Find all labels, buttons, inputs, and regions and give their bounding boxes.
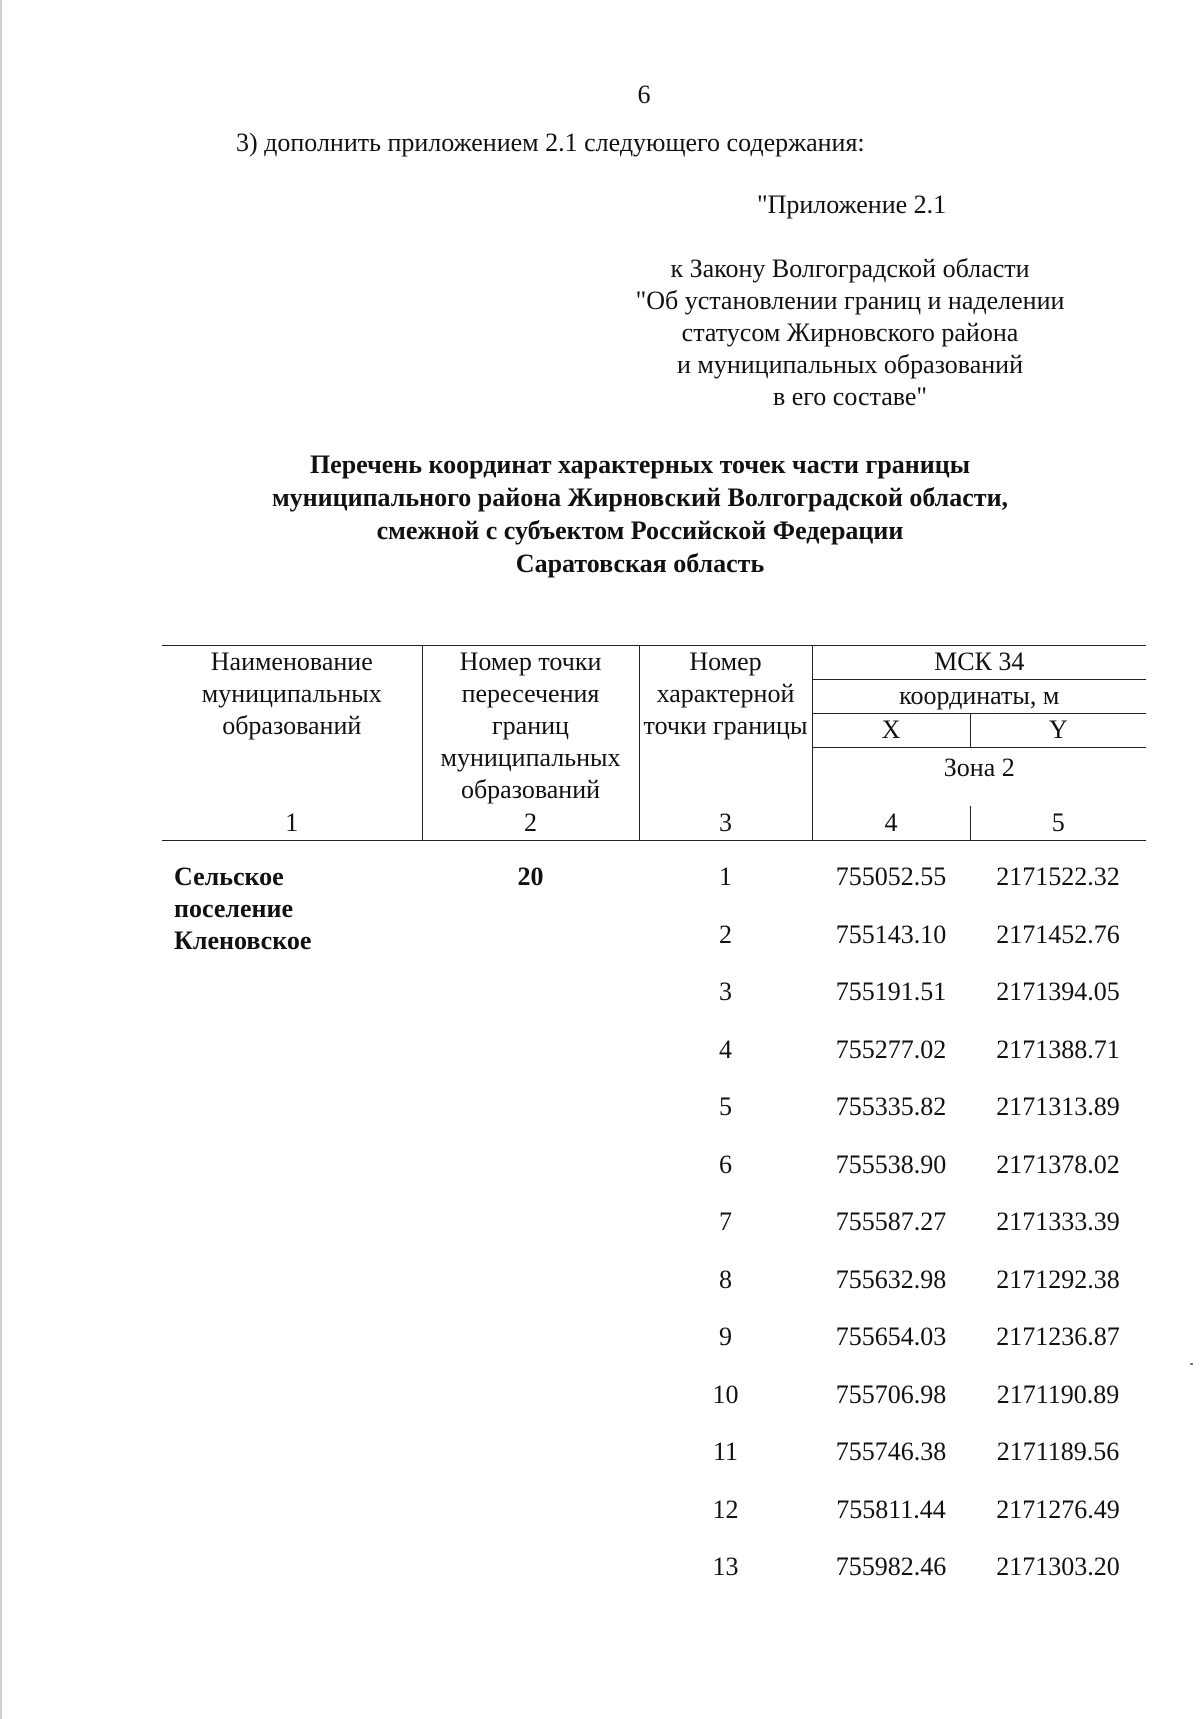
document-title: [200, 448, 1080, 580]
x-coordinate: 755143.10: [835, 919, 947, 949]
x-coordinate: 755654.03: [835, 1322, 947, 1351]
x-coordinate: 755982.46: [835, 1552, 947, 1581]
municipality-name-line: Сельское: [174, 862, 284, 891]
table-row: [162, 841, 1146, 919]
scan-speck: [1190, 1363, 1193, 1365]
header-msk: МСК 34: [812, 646, 1146, 680]
point-number: 5: [719, 1092, 732, 1121]
y-coordinate: 2171276.49: [996, 1494, 1120, 1524]
header-coordinates: координаты, м: [812, 680, 1146, 714]
point-number: 6: [719, 1149, 732, 1179]
point-number: 4: [719, 1034, 732, 1064]
law-reference-line: к Закону Волгоградской области: [670, 254, 1030, 283]
y-coordinate: 2171378.02: [996, 1149, 1120, 1179]
page-number: 6: [637, 80, 651, 109]
scan-edge: [0, 0, 2, 1719]
x-coordinate: 755587.27: [835, 1207, 947, 1236]
y-coordinate: 2171388.71: [996, 1034, 1120, 1064]
point-number: 12: [712, 1494, 739, 1524]
y-coordinate: 2171333.39: [996, 1207, 1120, 1236]
point-number: 3: [719, 977, 732, 1006]
point-number: 8: [719, 1264, 732, 1294]
law-reference-line: и муниципальных образований: [676, 350, 1024, 379]
point-number: 2: [719, 919, 732, 949]
point-number: 10: [712, 1379, 739, 1409]
law-reference: [600, 253, 1100, 413]
y-coordinate: 2171190.89: [996, 1379, 1120, 1409]
column-number: 1: [162, 806, 422, 841]
x-coordinate: 755277.02: [835, 1034, 947, 1064]
point-number: 11: [712, 1437, 739, 1466]
point-number: 9: [719, 1322, 732, 1351]
x-coordinate: 755632.98: [835, 1264, 947, 1294]
x-coordinate: 755335.82: [835, 1092, 947, 1121]
y-coordinate: 2171452.76: [996, 919, 1120, 949]
header-crossing-point: Номер точки пересечения границ муниципальных образований: [422, 646, 639, 807]
header-municipality: Наименование муниципальных образований: [162, 646, 422, 807]
column-number: 3: [639, 806, 812, 841]
table-body: [162, 841, 1146, 1609]
appendix-title: "Приложение 2.1: [757, 190, 947, 219]
header-point-number: Номер характерной точки границы: [639, 646, 812, 807]
y-coordinate: 2171522.32: [996, 862, 1120, 891]
y-coordinate: 2171303.20: [996, 1552, 1120, 1581]
column-number: 4: [812, 806, 970, 841]
law-reference-line: в его составе": [772, 382, 928, 411]
x-coordinate: 755746.38: [835, 1437, 947, 1466]
point-number: 13: [712, 1552, 739, 1581]
crossing-point-number: 20: [517, 862, 544, 891]
column-number: 2: [422, 806, 639, 841]
y-coordinate: 2171313.89: [996, 1092, 1120, 1121]
title-line: муниципального района Жирновский Волгоградской области,: [271, 483, 1009, 512]
header-x: X: [812, 714, 970, 748]
y-coordinate: 2171236.87: [996, 1322, 1120, 1351]
column-number: 5: [970, 806, 1146, 841]
point-number: 1: [719, 862, 732, 891]
y-coordinate: 2171189.56: [996, 1437, 1120, 1466]
x-coordinate: 755052.55: [835, 862, 947, 891]
municipality-name-line: поселение: [174, 894, 294, 923]
point-number: 7: [719, 1207, 732, 1236]
x-coordinate: 755538.90: [835, 1149, 947, 1179]
title-line: Перечень координат характерных точек части границы: [309, 450, 971, 479]
municipality-name-line: Кленовское: [174, 926, 312, 955]
title-line: смежной с субъектом Российской Федерации: [376, 516, 904, 545]
header-zone: Зона 2: [943, 753, 1015, 782]
municipality-name: [162, 841, 422, 1609]
y-coordinate: 2171292.38: [996, 1264, 1120, 1294]
title-line: Саратовская область: [515, 549, 765, 578]
x-coordinate: 755191.51: [835, 977, 947, 1006]
x-coordinate: 755811.44: [836, 1494, 946, 1524]
law-reference-line: статусом Жирновского района: [681, 318, 1019, 347]
law-reference-line: "Об установлении границ и наделении: [635, 286, 1065, 315]
intro-text: 3) дополнить приложением 2.1 следующего содержания:: [236, 128, 865, 157]
y-coordinate: 2171394.05: [996, 977, 1120, 1006]
coordinates-table: [162, 645, 1146, 1609]
x-coordinate: 755706.98: [835, 1379, 947, 1409]
header-y: Y: [970, 714, 1146, 748]
